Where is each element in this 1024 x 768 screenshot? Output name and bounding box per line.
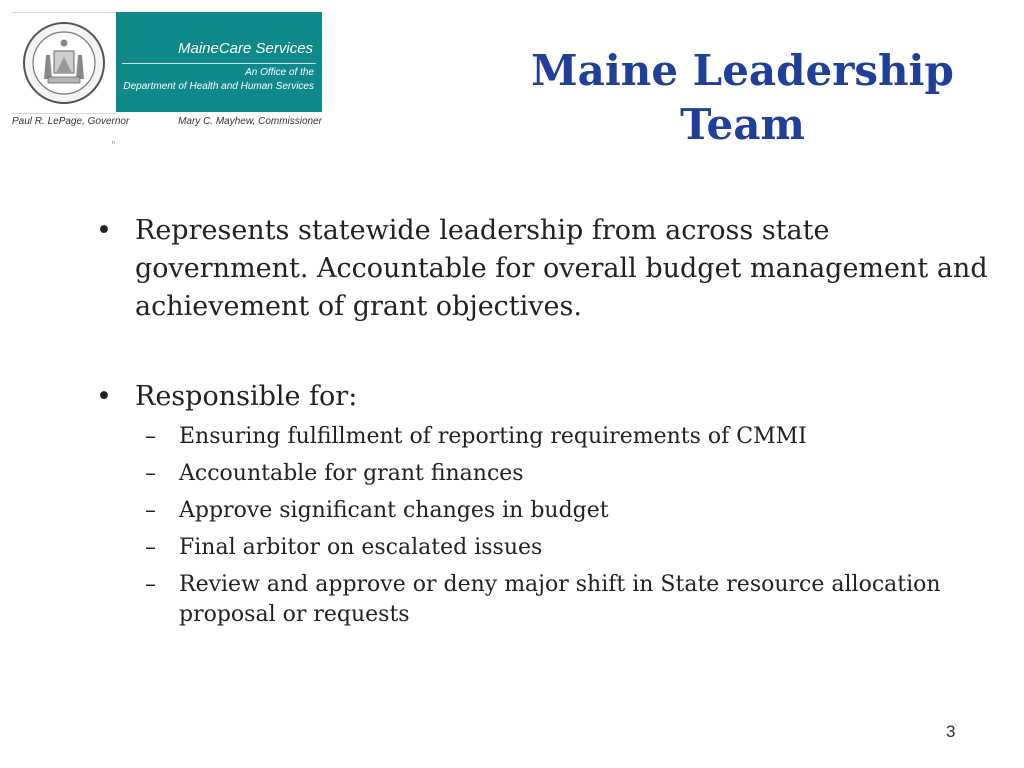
bullet-item bbox=[96, 378, 1006, 416]
seal-panel bbox=[12, 12, 116, 114]
sub-bullet-item bbox=[145, 459, 1006, 489]
dash-marker: – bbox=[145, 424, 156, 449]
slide-content bbox=[96, 212, 1006, 637]
slide-title: Maine Leadership Team bbox=[531, 46, 954, 149]
banner-divider bbox=[122, 63, 316, 64]
logo-footer bbox=[12, 116, 322, 127]
dash-marker: – bbox=[145, 461, 156, 486]
sub-bullet-item bbox=[145, 570, 1006, 630]
sub-bullet-item bbox=[145, 422, 1006, 452]
state-seal-icon bbox=[22, 21, 106, 105]
logo-banner bbox=[12, 12, 322, 112]
bullet-text: Represents statewide leadership from across state government. Accountable for overall budget management and achievement of grant objectives. bbox=[135, 215, 988, 322]
sub-bullet-item bbox=[145, 496, 1006, 526]
sub-bullet-text: Final arbitor on escalated issues bbox=[179, 535, 543, 560]
dash-marker: – bbox=[145, 572, 156, 597]
mainecare-logo bbox=[12, 12, 322, 127]
dash-marker: – bbox=[145, 498, 156, 523]
department-name: Department of Health and Human Services bbox=[123, 81, 314, 92]
sub-bullet-item bbox=[145, 533, 1006, 563]
sub-bullet-text: Accountable for grant finances bbox=[179, 461, 524, 486]
tiny-mark: n bbox=[112, 140, 115, 146]
governor-name: Paul R. LePage, Governor bbox=[12, 116, 130, 127]
responsibility-list bbox=[96, 422, 1006, 630]
bullet-item bbox=[96, 212, 1006, 326]
commissioner-name: Mary C. Mayhew, Commissioner bbox=[178, 116, 322, 127]
organization-name: MaineCare Services bbox=[178, 40, 314, 57]
dash-marker: – bbox=[145, 535, 156, 560]
office-subtitle: An Office of the bbox=[245, 67, 314, 78]
banner-text-panel bbox=[116, 12, 322, 112]
bullet-text: Responsible for: bbox=[135, 381, 358, 412]
sub-bullet-text: Approve significant changes in budget bbox=[179, 498, 609, 523]
bullet-marker: • bbox=[96, 215, 112, 246]
sub-bullet-text: Ensuring fulfillment of reporting requirements of CMMI bbox=[179, 424, 807, 449]
page-number: 3 bbox=[946, 722, 956, 741]
bullet-marker: • bbox=[96, 381, 112, 412]
sub-bullet-text: Review and approve or deny major shift in State resource allocation proposal or requests bbox=[179, 572, 941, 627]
